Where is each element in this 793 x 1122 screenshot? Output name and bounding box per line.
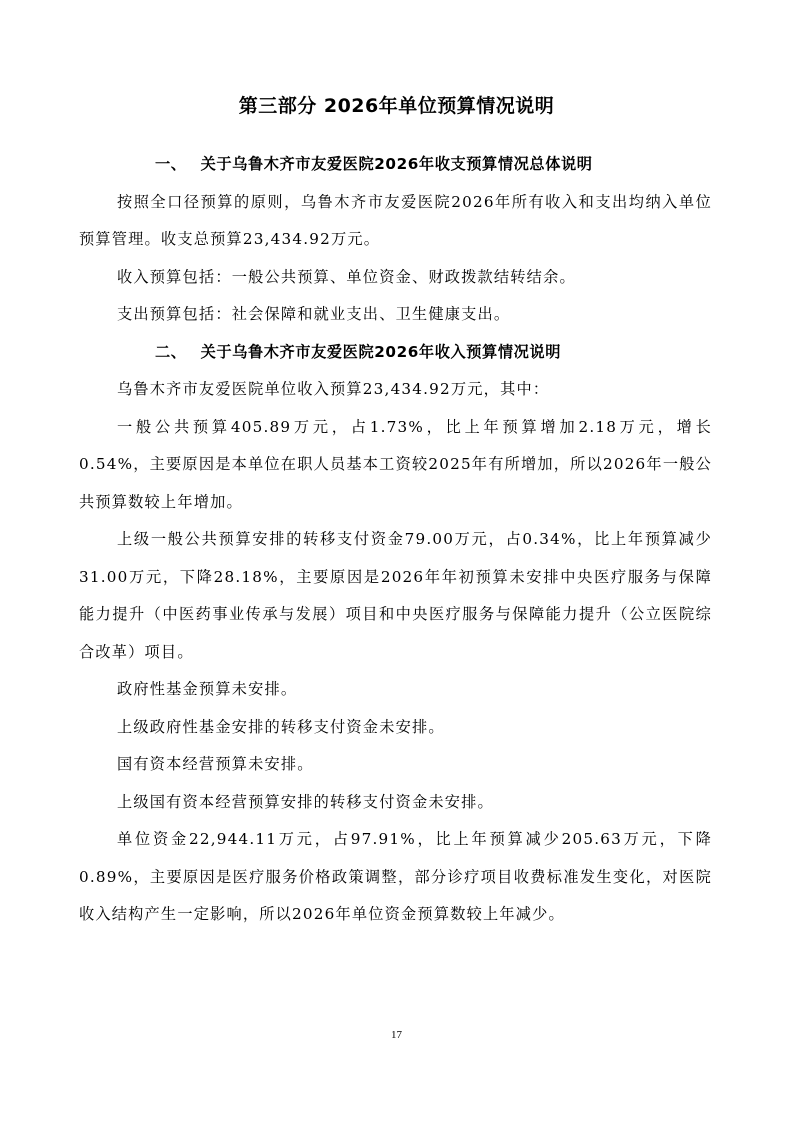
page-title: 第三部分 2026年单位预算情况说明 <box>238 95 555 117</box>
paragraph-expenditure-composition: 支出预算包括：社会保障和就业支出、卫生健康支出。 <box>117 305 511 323</box>
section-number-1: 一、 <box>155 155 187 173</box>
paragraph-overall-budget: 按照全口径预算的原则，乌鲁木齐市友爱医院2026年所有收入和支出均纳入单位预算管理。收支总预算23,434.92万元。 <box>79 192 712 248</box>
document-body <box>79 146 712 934</box>
paragraph-government-fund-transfer: 上级政府性基金安排的转移支付资金未安排。 <box>117 717 445 736</box>
page-number: 17 <box>391 1029 402 1041</box>
section-heading-text-1: 关于乌鲁木齐市友爱医院2026年收支预算情况总体说明 <box>200 155 593 173</box>
paragraph-state-capital-transfer: 上级国有资本经营预算安排的转移支付资金未安排。 <box>117 792 494 811</box>
section-heading-2 <box>79 334 712 372</box>
paragraph-government-fund: 政府性基金预算未安排。 <box>117 680 298 698</box>
paragraph-state-capital: 国有资本经营预算未安排。 <box>117 755 314 773</box>
paragraph-transfer-payment: 上级一般公共预算安排的转移支付资金79.00万元，占0.34%，比上年预算减少31.00万元，下降28.18%，主要原因是2026年年初预算未安排中央医疗服务与保障能力提升（中医药事业传承与发展）项目和中央医疗服务与保障能力提升（公立医院综合改革）项目。 <box>79 530 712 661</box>
paragraph-unit-funds: 单位资金22,944.11万元，占97.91%，比上年预算减少205.63万元，下降0.89%，主要原因是医疗服务价格政策调整，部分诊疗项目收费标准发生变化，对医院收入结构产生一定影响，所以2026年单位资金预算数较上年减少。 <box>79 830 712 923</box>
paragraph-income-total: 乌鲁木齐市友爱医院单位收入预算23,434.92万元，其中： <box>117 380 550 398</box>
section-heading-1 <box>79 146 712 184</box>
paragraph-general-public-budget: 一般公共预算405.89万元，占1.73%，比上年预算增加2.18万元，增长0.54%，主要原因是本单位在职人员基本工资较2025年有所增加，所以2026年一般公共预算数较上年增加。 <box>79 417 712 511</box>
paragraph-income-composition: 收入预算包括：一般公共预算、单位资金、财政拨款结转结余。 <box>117 267 576 286</box>
section-number-2: 二、 <box>155 342 187 361</box>
section-heading-text-2: 关于乌鲁木齐市友爱医院2026年收入预算情况说明 <box>200 342 561 361</box>
